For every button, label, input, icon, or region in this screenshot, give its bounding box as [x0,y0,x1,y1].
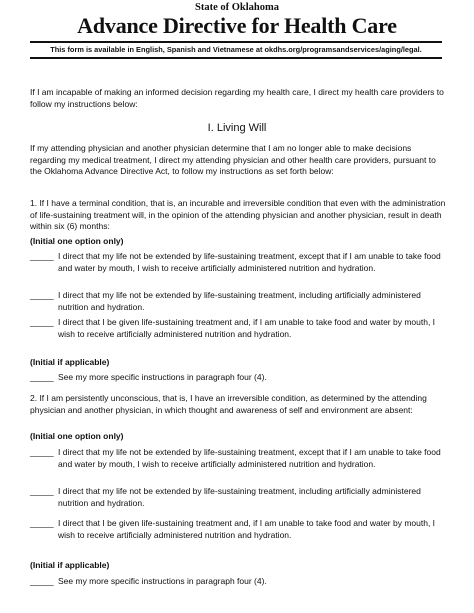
option-text: I direct that I be given life-sustaining treatment and, if I am unable to take food and water by mouth, I wish to receive artificially administered nutrition and hydration. [58,317,436,339]
availability-note: This form is available in English, Spanish and Vietnamese at okdhs.org/programsandservices/aging/legal. [50,45,422,54]
initial-applicable-label-1: (Initial if applicable) [30,357,110,367]
option-text: I direct that my life not be extended by life-sustaining treatment, except that if I am unable to take food and water by mouth, I wish to receive artificially administered nutrition and hydration. [58,447,441,469]
option-1b [30,290,448,313]
see-more-1 [30,372,448,384]
bottom-rule [30,57,442,59]
initial-one-label-2: (Initial one option only) [30,431,124,441]
paragraph-2: 2. If I am persistently unconscious, that is, I have an irreversible condition, as determined by the attending physician and another physician, in which thought and awareness of self and environment are absent: [30,393,427,415]
initial-applicable-label-2: (Initial if applicable) [30,560,110,570]
initial-blank[interactable]: _____ [30,447,54,457]
see-more-text: See my more specific instructions in paragraph four (4). [58,576,267,586]
option-2b [30,486,448,509]
initial-blank[interactable]: _____ [30,372,54,382]
option-2a [30,447,448,470]
option-text: I direct that my life not be extended by life-sustaining treatment, including artificially administered nutrition and hydration. [58,290,421,312]
initial-blank[interactable]: _____ [30,290,54,300]
paragraph-1: 1. If I have a terminal condition, that is, an incurable and irreversible condition that even with the administration of life-sustaining treatment will, in the opinion of the attending physician and another physician, result in death within six (6) months: [30,198,446,231]
initial-blank[interactable]: _____ [30,518,54,528]
initial-blank[interactable]: _____ [30,251,54,261]
state-label: State of Oklahoma [195,2,279,13]
section-title: I. Living Will [207,122,267,134]
initial-one-label-1: (Initial one option only) [30,236,124,246]
option-1c [30,317,448,340]
see-more-text: See my more specific instructions in paragraph four (4). [58,372,267,382]
intro-paragraph: If I am incapable of making an informed decision regarding my health care, I direct my health care providers to follow my instructions below: [30,87,444,109]
top-rule [30,41,442,43]
section-intro: If my attending physician and another physician determine that I am no longer able to make decisions regarding my medical treatment, I direct my attending physician and other health care providers, pursuant to the Oklahoma Advance Directive Act, to follow my instructions as set forth below: [30,143,436,176]
initial-blank[interactable]: _____ [30,486,54,496]
option-text: I direct that my life not be extended by life-sustaining treatment, including artificially administered nutrition and hydration. [58,486,421,508]
option-2c [30,518,448,541]
initial-blank[interactable]: _____ [30,317,54,327]
see-more-2 [30,576,448,588]
initial-blank[interactable]: _____ [30,576,54,586]
option-1a [30,251,448,274]
option-text: I direct that I be given life-sustaining treatment and, if I am unable to take food and water by mouth, I wish to receive artificially administered nutrition and hydration. [58,518,436,540]
option-text: I direct that my life not be extended by life-sustaining treatment, except that if I am unable to take food and water by mouth, I wish to receive artificially administered nutrition and hydration. [58,251,441,273]
document-title: Advance Directive for Health Care [77,13,397,38]
